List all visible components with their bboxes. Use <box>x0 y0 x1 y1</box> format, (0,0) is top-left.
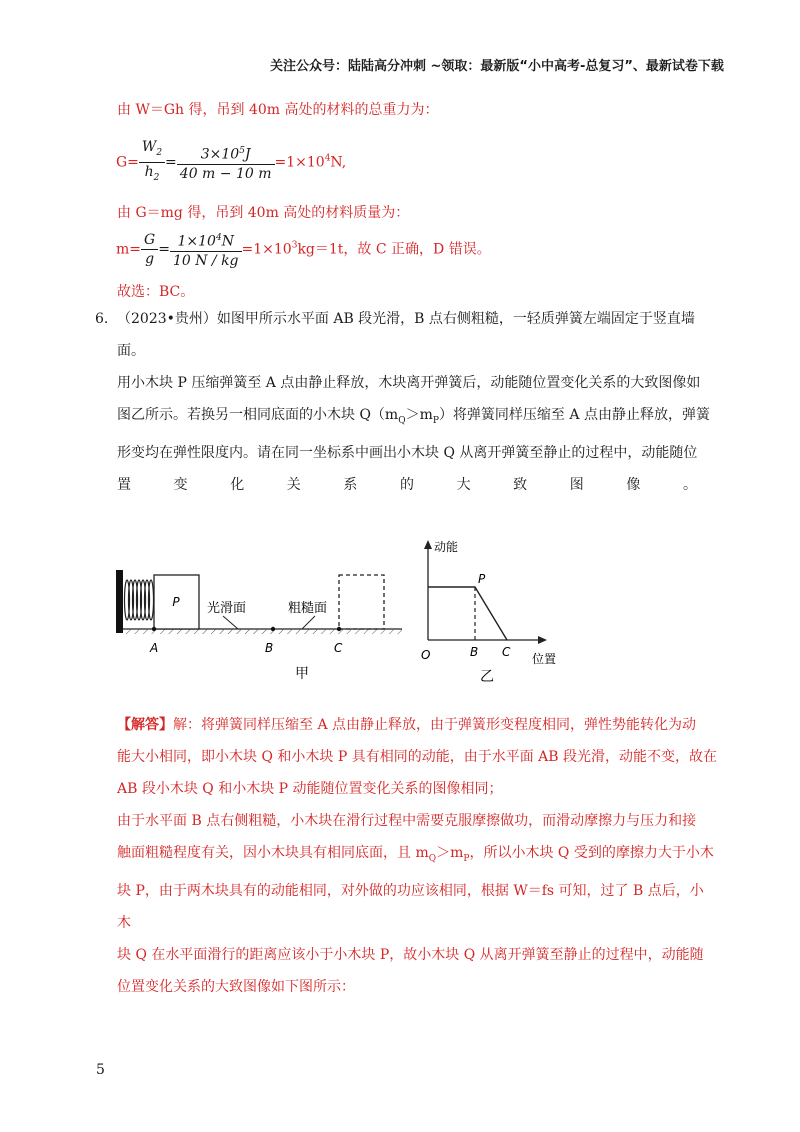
answer-tag: 【解答】 <box>117 717 173 733</box>
origin-label: O <box>421 648 431 662</box>
answer-line-8: 位置变化关系的大致图像如下图所示： <box>117 978 355 995</box>
rough-surface-label: 粗糙面 <box>288 601 328 616</box>
answer-block <box>117 709 717 1003</box>
point-b <box>271 627 275 631</box>
answer-line-4: 由于水平面 B 点右侧粗糙，小木块在滑行过程中需要克服摩擦做功，而滑动摩擦力与压力和接 <box>117 813 697 829</box>
answer-line-6: 块 P，由于两木块具有的动能相同，对外做的功应该相同，根据 W＝fs 可知，过了 B 点后，小木 <box>117 882 704 931</box>
smooth-pointer <box>223 616 238 629</box>
ground-hatch <box>123 629 402 634</box>
x-axis-arrow <box>538 636 547 644</box>
block-dashed <box>339 575 384 629</box>
rough-pointer <box>302 616 315 629</box>
point-a-label: A <box>150 641 159 655</box>
wall <box>116 570 123 633</box>
question-line-5: 置 变 化 关 系 的 大 致 图 像 。 <box>117 476 697 493</box>
solution-line-2: 由 G＝mg 得，吊到 40m 高处的材料质量为： <box>117 205 410 221</box>
graph-point-c-label: C <box>502 645 511 659</box>
point-a <box>152 627 156 631</box>
smooth-surface-label: 光滑面 <box>207 601 247 616</box>
y-axis-arrow <box>424 540 432 549</box>
answer-line-3: AB 段小木块 Q 和小木块 P 动能随位置变化关系的图像相同； <box>117 781 503 797</box>
question-number: 6. <box>95 311 109 327</box>
x-axis-label: 位置 <box>532 652 557 666</box>
page-number: 5 <box>96 1062 105 1078</box>
solution-line-1: 由 W＝Gh 得，吊到 40m 高处的材料的总重力为： <box>117 102 439 118</box>
formula-mass: m= $\frac{G}{g}$ = $\frac{1\times 10^4N}{10 N / kg}$ $=1\times 10^3kg=1t$，故 C 正确，D 错误。 <box>116 229 491 270</box>
graph-point-b-label: B <box>470 645 479 659</box>
fraction-g-over-g: $\frac{G}{g}$ <box>141 231 158 268</box>
solution-choice: 故选：BC。 <box>117 284 195 300</box>
kinetic-energy-curve <box>428 587 507 640</box>
question-line-3: 图乙所示。若换另一相同底面的小木块 $Q(m_Q>m_P)$将弹簧同样压缩至 A 点由静止释放，弹簧 <box>117 407 710 426</box>
page-header: 关注公众号：陆陆高分冲刺 ~领取：最新版“小中高考-总复习”、最新试卷下载 <box>270 59 724 74</box>
formula-lhs: G= <box>116 154 139 171</box>
figure-jia <box>110 565 410 685</box>
question-line-2: 用小木块 P 压缩弹簧至 A 点由静止释放，木块离开弹簧后，动能随位置变化关系的大致图像如 <box>117 375 701 391</box>
answer-line-7: 块 Q 在水平面滑行的距离应该小于小木块 P，故小木块 Q 从离开弹簧至静止的过程中，动能随 <box>117 946 704 963</box>
answer-line-2: 能大小相同，即小木块 Q 和小木块 P 具有相同的动能，由于水平面 AB 段光滑，动能不变，故在 <box>117 749 717 765</box>
figure-jia-caption: 甲 <box>295 666 309 682</box>
spring <box>125 580 154 620</box>
question-line-1: （2023•贵州）如图甲所示水平面 AB 段光滑，B 点右侧粗糙，一轻质弹簧左端固定于竖直墙面。 <box>117 311 695 359</box>
answer-line-1: 【解答】解：将弹簧同样压缩至 A 点由静止释放，由于弹簧形变程度相同，弹性势能转化为动 <box>117 717 697 733</box>
fraction-w-over-h: $\frac{W_2}{h_2}$ <box>139 138 165 187</box>
figure-yi <box>415 535 575 685</box>
point-c-label: C <box>334 641 343 655</box>
fraction-work-over-height: $\frac{3\times 10^5J}{40 m - 10 m}$ <box>177 142 275 183</box>
point-b-label: B <box>265 641 274 655</box>
formula-gravity: G= $\frac{W_2}{h_2}$ = $\frac{3\times 10^5J}{40 m - 10 m}$ $=1\times 10^4N$, <box>116 138 346 187</box>
question-6-body <box>117 303 717 501</box>
fraction-weight-over-g: $\frac{1\times 10^4N}{10 N / kg}$ <box>170 229 242 270</box>
block-p-label: P <box>172 595 180 609</box>
figure-yi-caption: 乙 <box>480 669 494 685</box>
y-axis-label: 动能 <box>434 540 459 554</box>
point-p-label: P <box>478 572 486 586</box>
point-c <box>337 627 341 631</box>
answer-line-5: 触面粗糙程度有关，因小木块具有相同底面，且 $m_Q>m_P$，所以小木块 Q 受到的摩擦力大于小木 <box>117 845 714 864</box>
question-line-4: 形变均在弹性限度内。请在同一坐标系中画出小木块 Q 从离开弹簧至静止的过程中，动能随位 <box>117 444 698 461</box>
